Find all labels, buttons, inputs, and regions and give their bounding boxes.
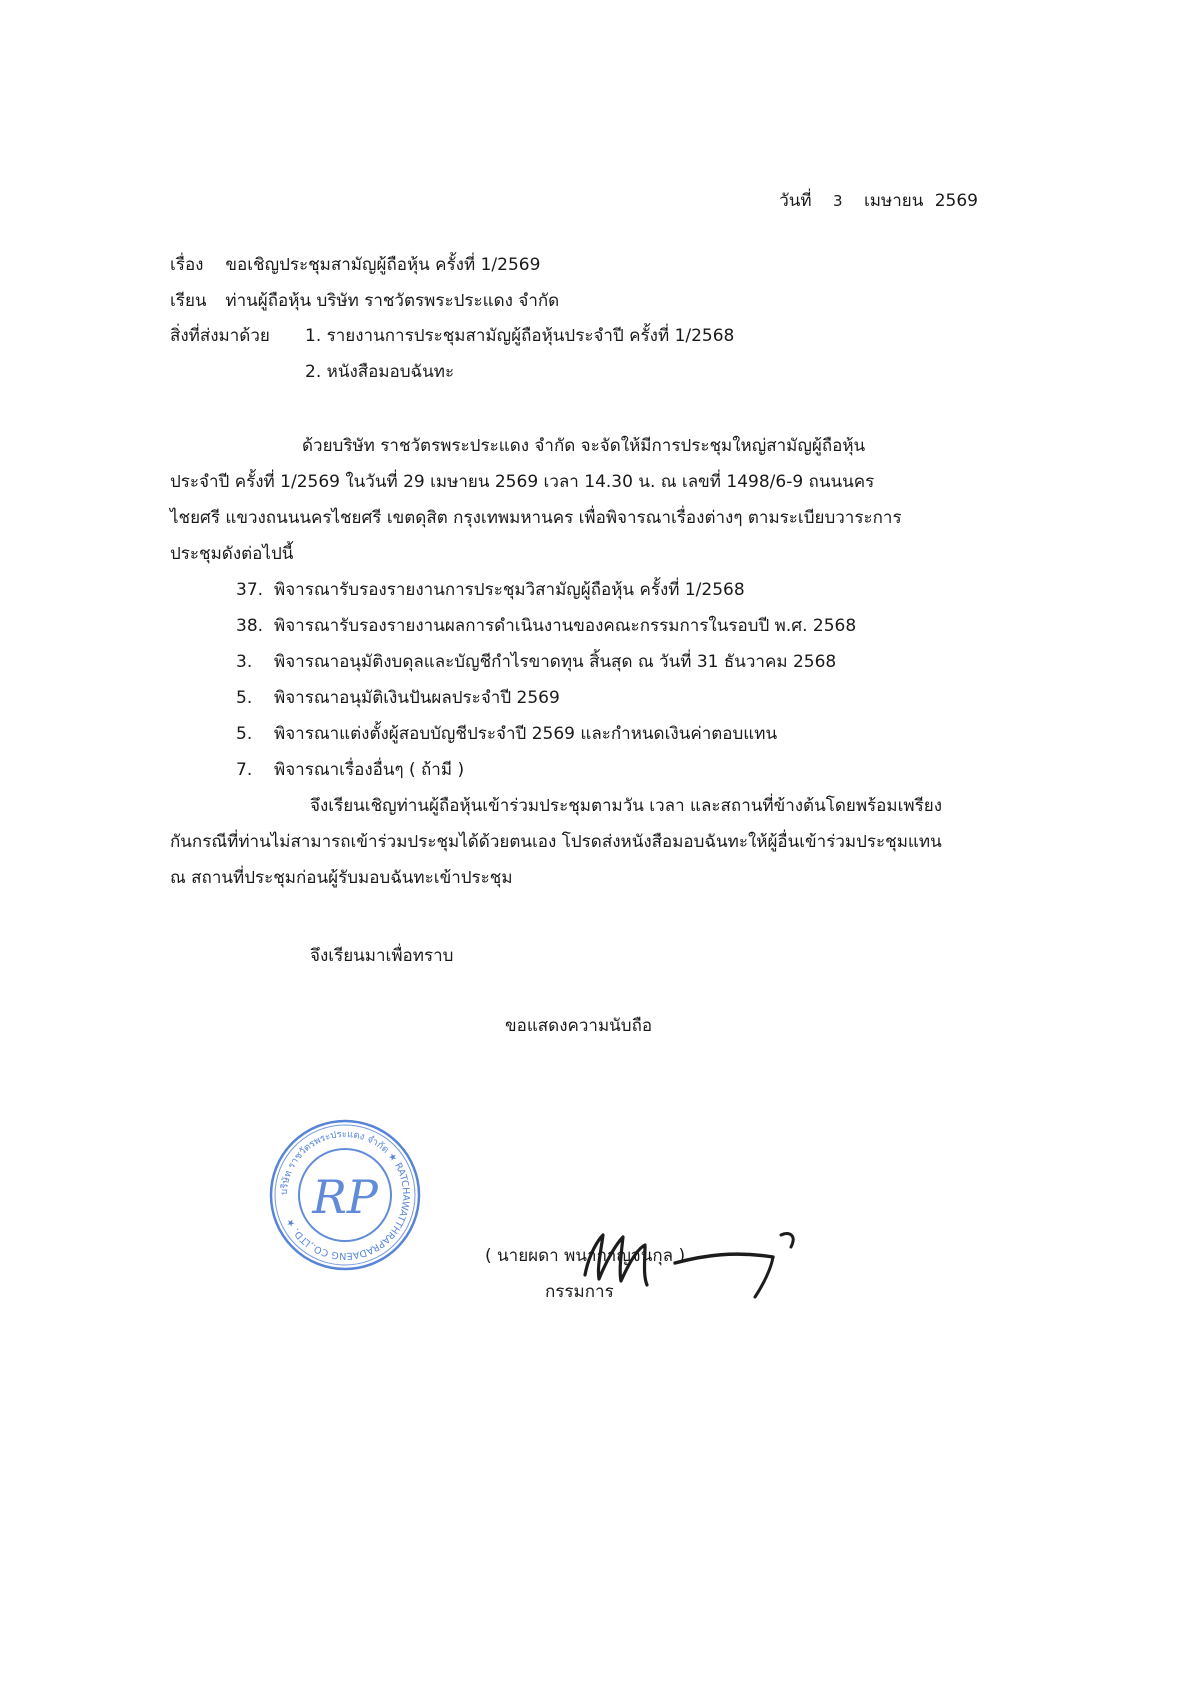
agenda-number: 5. <box>236 688 253 708</box>
intro-line: ประชุมดังต่อไปนี้ <box>170 544 294 564</box>
agenda-number: 5. <box>236 724 253 744</box>
agenda-item <box>236 687 560 709</box>
company-stamp <box>265 1115 425 1275</box>
signatory-name: ( นายผดา พนากาญจนกุล ) <box>485 1246 686 1266</box>
subject-line <box>170 254 540 276</box>
agenda-item <box>236 723 777 745</box>
stamp-ring-text: บริษัท ราชวัตรพระประแดง จำกัด ★ RATCHAWATTHRAPRADAENG CO.,LTD. ★ <box>278 1128 412 1262</box>
agenda-text: พิจารณาอนุมัติงบดุลและบัญชีกำไรขาดทุน สิ้นสุด ณ วันที่ 31 ธันวาคม 2568 <box>274 652 837 672</box>
agenda-number: 3. <box>236 652 253 672</box>
agenda-number: 7. <box>236 760 253 780</box>
regards-text: ขอแสดงความนับถือ <box>505 1016 653 1036</box>
enclosure-item: 2. หนังสือมอบฉันทะ <box>305 362 455 382</box>
enclosure-item: 1. รายงานการประชุมสามัญผู้ถือหุ้นประจำปี ครั้งที่ 1/2568 <box>305 326 735 346</box>
agenda-text: พิจารณารับรองรายงานผลการดำเนินงานของคณะกรรมการในรอบปี พ.ศ. 2568 <box>274 616 857 636</box>
recipient-line <box>170 290 559 312</box>
enclosures-label: สิ่งที่ส่งมาด้วย <box>170 326 270 346</box>
agenda-text: พิจารณาแต่งตั้งผู้สอบบัญชีประจำปี 2569 และกำหนดเงินค่าตอบแทน <box>274 724 778 744</box>
agenda-item <box>236 579 745 601</box>
agenda-number: 37. <box>236 580 264 600</box>
invite-line: กันกรณีที่ท่านไม่สามารถเข้าร่วมประชุมได้ด้วยตนเอง โปรดส่งหนังสือมอบฉันทะให้ผู้อื่นเข้าร่วมประชุมแทน <box>170 832 942 852</box>
recipient-text: ท่านผู้ถือหุ้น บริษัท ราชวัตรพระประแดง จำกัด <box>225 291 560 311</box>
invite-line: จึงเรียนเชิญท่านผู้ถือหุ้นเข้าร่วมประชุมตามวัน เวลา และสถานที่ข้างต้นโดยพร้อมเพรียง <box>310 796 942 816</box>
subject-text: ขอเชิญประชุมสามัญผู้ถือหุ้น ครั้งที่ 1/2569 <box>225 255 541 275</box>
agenda-text: พิจารณาอนุมัติเงินปันผลประจำปี 2569 <box>274 688 560 708</box>
stamp-monogram: RP <box>312 1170 378 1224</box>
intro-line: ประจำปี ครั้งที่ 1/2569 ในวันที่ 29 เมษายน 2569 เวลา 14.30 น. ณ เลขที่ 1498/6-9 ถนนนคร <box>170 472 875 492</box>
agenda-item <box>236 759 464 781</box>
date-prefix: วันที่ <box>779 191 812 211</box>
agenda-text: พิจารณารับรองรายงานการประชุมวิสามัญผู้ถือหุ้น ครั้งที่ 1/2568 <box>274 580 745 600</box>
subject-label: เรื่อง <box>170 255 204 275</box>
agenda-number: 38. <box>236 616 264 636</box>
agenda-item <box>236 651 836 673</box>
intro-line: ด้วยบริษัท ราชวัตรพระประแดง จำกัด จะจัดให้มีการประชุมใหญ่สามัญผู้ถือหุ้น <box>302 436 866 456</box>
date-year: 2569 <box>934 191 978 211</box>
signatory-title: กรรมการ <box>545 1282 614 1302</box>
intro-line: ไชยศรี แขวงถนนนครไชยศรี เขตดุสิต กรุงเทพมหานคร เพื่อพิจารณาเรื่องต่างๆ ตามระเบียบวาระการ <box>170 508 902 528</box>
agenda-item <box>236 615 856 637</box>
closing-text: จึงเรียนมาเพื่อทราบ <box>310 946 454 966</box>
date-month: เมษายน <box>863 191 924 211</box>
agenda-text: พิจารณาเรื่องอื่นๆ ( ถ้ามี ) <box>274 760 465 780</box>
recipient-label: เรียน <box>170 291 207 311</box>
date-day: 3 <box>833 192 843 210</box>
invite-line: ณ สถานที่ประชุมก่อนผู้รับมอบฉันทะเข้าประชุม <box>170 868 513 888</box>
date-line <box>779 190 978 212</box>
